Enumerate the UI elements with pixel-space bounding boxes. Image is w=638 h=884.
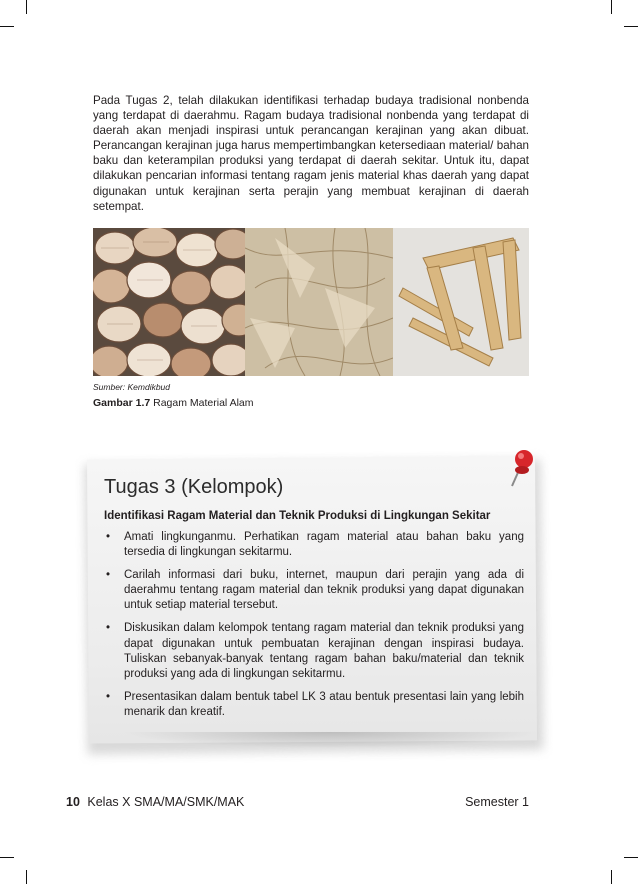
list-item [104, 690, 524, 720]
bullet: • [106, 569, 111, 582]
crop-mark [26, 0, 27, 14]
crop-mark [26, 870, 27, 884]
crop-mark [0, 26, 14, 27]
corn-husk-photo [245, 228, 393, 376]
figure-source: Sumber: Kemdikbud [93, 382, 171, 392]
book-title: Kelas X SMA/MA/SMK/MAK [87, 795, 245, 809]
semester-label: Semester 1 [465, 795, 529, 809]
list-item [104, 568, 524, 613]
figure-caption [93, 397, 254, 409]
bullet: • [106, 622, 111, 635]
list-item-text: Amati lingkunganmu. Perhatikan ragam material atau bahan baku yang tersedia di lingkungan sekitarmu. [124, 531, 524, 559]
page-number: 10 [66, 795, 80, 809]
intro-paragraph: Pada Tugas 2, telah dilakukan identifikasi terhadap budaya tradisional nonbenda yang terdapat di daerahmu. Ragam budaya tradisional nonbenda yang terdapat di daerah akan menjadi inspirasi untuk perancangan kerajinan yang akan dibuat. Perancangan kerajinan juga harus mempertimbangkan ketersediaan material/ bahan baku dan keterampilan produksi yang terdapat di daerah sekitar. Untuk itu, dapat dilakukan pencarian informasi tentang ragam jenis material khas daerah yang dapat digunakan untuk kerajinan serta perajin yang membuat kerajinan di daerah setempat. [93, 94, 529, 213]
list-item [104, 530, 524, 560]
push-pin-icon [502, 446, 542, 494]
page-footer [66, 795, 529, 809]
wood-frame-photo [393, 228, 529, 376]
bullet: • [106, 690, 111, 703]
bullet: • [106, 531, 111, 543]
crop-mark [611, 870, 612, 884]
crop-mark [624, 26, 638, 27]
crop-mark [611, 0, 612, 14]
note-curl-shadow [120, 732, 540, 748]
list-item-text: Carilah informasi dari buku, internet, maupun dari perajin yang ada di daerahmu tentang ragam material dan teknik produksi yang dapat digunakan untuk setiap material tersebut. [124, 569, 524, 612]
figure-caption-label: Gambar 1.7 [93, 397, 151, 409]
crop-mark [624, 857, 638, 858]
material-photo-strip [93, 228, 529, 376]
task-list [104, 530, 524, 728]
figure-caption-text: Ragam Material Alam [153, 397, 254, 409]
task-title: Tugas 3 (Kelompok) [104, 476, 284, 498]
list-item [104, 621, 524, 681]
crop-mark [0, 857, 14, 858]
list-item-text: Diskusikan dalam kelompok tentang ragam material dan teknik produksi yang dapat digunakan untuk pembuatan kerajinan dengan inspirasi budaya. Tuliskan sebanyak-banyak tentang ragam bahan baku/material dan teknik produksi yang ada di lingkungan sekitarmu. [124, 622, 524, 680]
list-item-text: Presentasikan dalam bentuk tabel LK 3 atau bentuk presentasi lain yang lebih menarik dan kreatif. [124, 690, 524, 718]
shells-photo [93, 228, 245, 376]
task-subtitle: Identifikasi Ragam Material dan Teknik Produksi di Lingkungan Sekitar [104, 510, 491, 522]
